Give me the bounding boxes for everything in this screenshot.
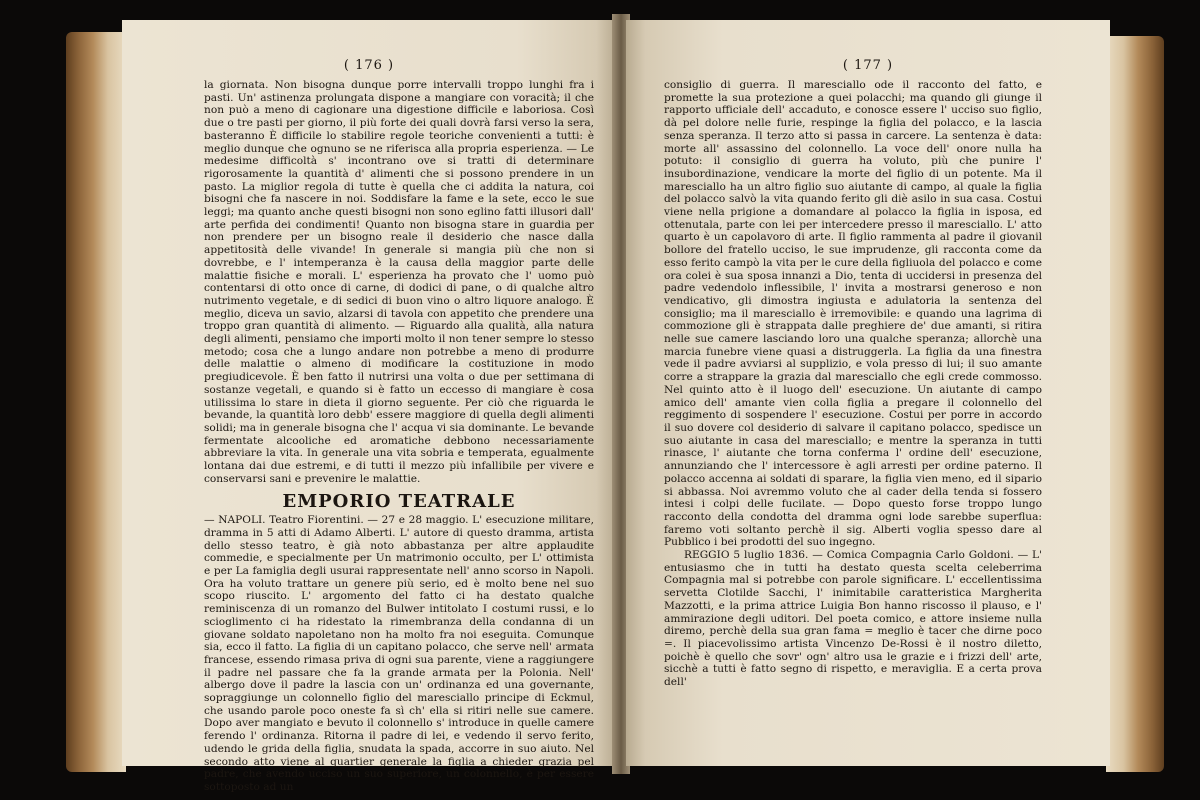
- section-title: EMPORIO TEATRALE: [282, 490, 516, 512]
- right-page: [626, 20, 1110, 766]
- right-paragraph-2: REGGIO 5 luglio 1836. — Comica Compagnia Carlo Goldoni. — L' entusiasmo che in tutti ha destato questa scelta celeberrima Compagnia mal si potrebbe con parole significare. L' eccellentissima servetta Clotilde Sacchi, l' inimitabile caratteristica Margherita Mazzotti, e la prima attrice Luigia Bon hanno riscosso il plauso, e l' ammirazione degli uditori. Del poeta comico, e attore insieme nulla diremo, perchè della sua gran fama = meglio è tacer che dirne poco =. Il piacevolissimo artista Vincenzo De-Rossi è il nostro diletto, poichè è quello che sovr' ogn' altro usa le grazie e i frizzi dell' arte, sicchè a tutti è fatto segno di rispetto, e meraviglia. E a certa prova dell': [664, 549, 1042, 689]
- left-page: [122, 20, 616, 793]
- right-page-text: [626, 79, 1110, 689]
- left-paragraph-2: — NAPOLI. Teatro Fiorentini. — 27 e 28 maggio. L' esecuzione militare, dramma in 5 atti di Adamo Alberti. L' autore di questo dramma, artista dello stesso teatro, è già noto abbastanza per altre applaudite commedie, e specialmente per Un matrimonio occulto, per L' ottimista e per La famiglia degli usurai rappresentate nell' anno scorso in Napoli. Ora ha voluto trattare un genere più serio, ed è molto bene nel suo scopo riuscito. L' argomento del fatto ci ha destato qualche reminiscenza di un romanzo del Bulwer intitolato I costumi russi, e lo scioglimento ci ha ridestato la rimembranza della condanna di un giovane soldato napoletano non ha molto fra noi eseguita. Comunque sia, ecco il fatto. La figlia di un capitano polacco, che serve nell' armata francese, essendo rimasa priva di ogni sua parente, viene a raggiungere il padre nel passare che fa la grande armata per la Polonia. Nell' albergo dove il padre la lascia con un' ordinanza ed una governante, sopraggiunge un colonnello figlio del maresciallo principe di Eckmul, che usando parole poco oneste fa sì ch' ella si ritiri nelle sue camere. Dopo aver mangiato e bevuto il colonnello s' introduce in quelle camere ferendo l' ordinanza. Ritorna il padre di lei, e vedendo il servo ferito, udendo le grida della figlia, snudata la spada, accorre in suo aiuto. Nel secondo atto viene al quartier generale la figlia a chieder grazia pel padre, che avendo ucciso un suo superiore, un colonnello, è per essere sottoposto ad un: [204, 514, 594, 793]
- page-number-left: ( 176 ): [343, 58, 395, 73]
- right-paragraph-1: consiglio di guerra. Il maresciallo ode il racconto del fatto, e promette la sua protezione a quei polacchi; ma quando gli giunge il rapporto ufficiale dell' accaduto, e conosce essere l' ucciso suo figlio, dà pel dolore nelle furie, respinge la figlia del polacco, e la lascia senza speranza. Il terzo atto si passa in carcere. La sentenza è data: morte all' assassino del colonnello. La voce dell' onore nulla ha potuto: il consiglio di guerra ha voluto, più che punire l' insubordinazione, vendicare la morte del figlio di un potente. Ma il maresciallo ha un altro figlio suo aiutante di campo, al quale la figlia del polacco salvò la vita quando ferito gli diè asilo in sua casa. Costui viene nella prigione a domandare al polacco la figlia in isposa, ed ottenutala, parte con lei per intercedere presso il maresciallo. L' atto quarto è un capolavoro di arte. Il figlio rammenta al padre il giovanil bollore del fratello ucciso, le sue imprudenze, gli racconta come da esso ferito campò la vita per le cure della figliuola del polacco e come ora colei è sua sposa innanzi a Dio, tenta di uccidersi in presenza del padre vedendolo inflessibile, l' invita a mostrarsi generoso e non vendicativo, gli dimostra ingiusta e adulatoria la sentenza del consiglio; ma il maresciallo è irremovibile: e quando una lagrima di commozione gli è strappata dalle preghiere de' due amanti, si ritira nelle sue camere lasciando loro una qualche speranza; allorchè una marcia funebre viene quasi a distruggerla. La figlia da una finestra vede il padre avviarsi al supplizio, e vola presso di lui; il suo amante corre a strappare la grazia dal maresciallo che egli crede commosso. Nel quinto atto è il luogo dell' esecuzione. Un aiutante di campo amico dell' amante vien colla figlia a pregare il colonnello del reggimento di sospendere l' esecuzione. Costui per porre in accordo il suo dovere col desiderio di salvare il capitano polacco, spedisce un suo aiutante in casa del maresciallo; e mentre la speranza in tutti rinasce, l' aiutante che torna conferma l' ordine dell' esecuzione, annunziando che l' intercessore è agli arresti per ordine paterno. Il polacco accenna ai soldati di sparare, la figlia vien meno, ed il sipario si abbassa. Noi avremmo voluto che al cader della tenda si fossero intesi i colpi delle fucilate. — Dopo questo forse troppo lungo racconto della condotta del dramma ogni lode sarebbe superflua: faremo voti soltanto perchè il sig. Alberti voglia spesso dare al Pubblico i bei prodotti del suo ingegno.: [664, 79, 1042, 549]
- left-page-text: [122, 79, 616, 794]
- left-page-edges: [66, 32, 126, 772]
- right-page-edges: [1106, 36, 1164, 772]
- open-book: [66, 14, 1164, 793]
- page-number-right: ( 177 ): [842, 58, 894, 73]
- left-paragraph-1: la giornata. Non bisogna dunque porre intervalli troppo lunghi fra i pasti. Un' astinenza prolungata dispone a mangiare con voracità; il che non può a meno di cagionare una digestione difficile e laboriosa. Così due o tre pasti per giorno, il più forte dei quali dovrà farsi verso la sera, basteranno È difficile lo stabilire regole teoriche convenienti a tutti: è meglio dunque che ognuno se ne riferisca alla propria esperienza. — Le medesime difficoltà s' incontrano ove si tratti di determinare rigorosamente la quantità d' alimenti che si possono prendere in un pasto. La miglior regola di tutte è quella che ci addita la natura, coi bisogni che fa nascere in noi. Soddisfare la fame e la sete, ecco le sue leggi; ma quanto anche questi bisogni non sono eglino fatti illusori dall' arte perfida dei condimenti! Quanto non bisogna stare in guardia per non prendere per un bisogno reale il desiderio che nasce dalla appetitosità delle vivande! In generale si mangia più che non si dovrebbe, e l' intemperanza è la causa della maggior parte delle malattie fisiche e morali. L' esperienza ha provato che l' uomo può contentarsi di otto once di carne, di dodici di pane, o di qualche altro nutrimento vegetale, e di sedici di buon vino o altro liquore analogo. È meglio, diceva un savio, alzarsi di tavola con appetito che prendere una troppo gran quantità di alimento. — Riguardo alla qualità, alla natura degli alimenti, pensiamo che importi molto il non tener sempre lo stesso metodo; cosa che a lungo andare non potrebbe a meno di produrre delle malattie o almeno di modificare la costituzione in modo pregiudicevole. È ben fatto il nutrirsi una volta o due per settimana di sostanze vegetali, e quando si è fatto un eccesso di mangiare è cosa utilissima lo stare in dieta il giorno seguente. Per ciò che riguarda le bevande, la quantità loro debb' essere maggiore di quella degli alimenti solidi; ma in generale bisogna che l' acqua vi sia dominante. Le bevande fermentate alcooliche ed aromatiche debbono necessariamente abbreviare la vita. In generale una vita sobria e temperata, egualmente lontana dai due estremi, e di tutti il mezzo più infallibile per vivere e conservarsi sani e prevenire le malattie.: [204, 79, 594, 485]
